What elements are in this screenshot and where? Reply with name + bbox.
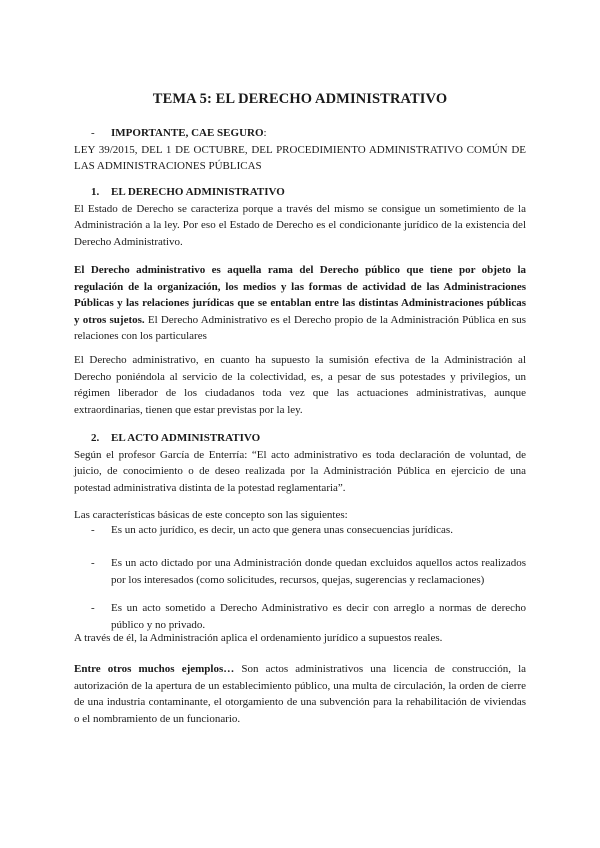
section-1-heading — [74, 184, 526, 201]
definition-bold: El Derecho administrativo es aquella rama del Derecho público que tiene por objeto la regulación de la organización, los medios y las formas de actividad de las Administraciones Públicas y las relaciones jurídicas que se entablan entre las distintas Administraciones públicas y otros sujetos. — [74, 264, 526, 326]
important-note — [74, 125, 526, 175]
examples-bold: Entre otros muchos ejemplos… — [74, 663, 235, 675]
list-item — [91, 600, 526, 633]
list-item-dash: - — [91, 557, 95, 569]
characteristics-list-2 — [91, 555, 526, 588]
section-1-title: EL DERECHO ADMINISTRATIVO — [111, 186, 285, 198]
law-reference: LEY 39/2015, DEL 1 DE OCTUBRE, DEL PROCEDIMIENTO ADMINISTRATIVO COMÚN DE LAS ADMINISTRACIONES PÚBLICAS — [74, 143, 526, 172]
characteristics-intro: Las características básicas de este concepto son las siguientes: — [74, 509, 348, 521]
definition-rest: El Derecho Administrativo es el Derecho propio de la Administración Pública en sus relaciones con los particulares — [74, 313, 526, 342]
section-2 — [74, 430, 526, 496]
examples-paragraph — [74, 661, 526, 727]
important-colon: : — [263, 127, 267, 139]
section-1-number: 1. — [91, 186, 100, 198]
section-2-paragraph-1: Según el profesor García de Enterría: “El acto administrativo es toda declaración de voluntad, de juicio, de conocimiento o de deseo realizada por la Administración Pública en ejercicio de una potestad administrativa distinta de la potestad reglamentaria”. — [74, 448, 526, 494]
section-2-heading — [74, 430, 526, 447]
characteristics-list — [91, 522, 526, 539]
section-1-paragraph-2 — [74, 262, 526, 345]
section-1 — [74, 184, 526, 250]
examples-rest: Son actos administrativos una licencia de construcción, la autorización de la apertura de un establecimiento público, una multa de circulación, la orden de cierre de una industria contaminante, el otorgamiento de una subvención para la rehabilitación de viviendas o el nombramiento de un funcionario. — [74, 663, 527, 725]
section-2-number: 2. — [91, 432, 100, 444]
list-item-dash: - — [91, 602, 95, 614]
section-1-paragraph-3: El Derecho administrativo, en cuanto ha supuesto la sumisión efectiva de la Administración al Derecho poniéndola al servicio de la colectividad, es, a pesar de sus potestades y privilegios, un régimen liberador de los ciudadanos toda vez que las actuaciones administrativas, aunque extraordinarias, tienen que estar previstas por la ley. — [74, 354, 526, 416]
important-label: IMPORTANTE, CAE SEGURO — [111, 127, 264, 139]
section-2-title: EL ACTO ADMINISTRATIVO — [111, 432, 261, 444]
characteristics-list-3 — [91, 600, 526, 633]
list-item — [91, 522, 526, 539]
document-title: TEMA 5: EL DERECHO ADMINISTRATIVO — [152, 91, 448, 107]
section-1-paragraph-1: El Estado de Derecho se caracteriza porque a través del mismo se consigue un sometimiento de la Administración a la ley. Por eso el Estado de Derecho es el condicionante jurídico de la existencia del Derecho Administrativo. — [74, 202, 526, 248]
list-item-dash: - — [91, 524, 95, 536]
section-2-paragraph-after: A través de él, la Administración aplica el ordenamiento jurídico a supuestos reales. — [74, 632, 443, 644]
list-item-text: Es un acto sometido a Derecho Administrativo es decir con arreglo a normas de derecho público y no privado. — [111, 602, 526, 631]
list-item-text: Es un acto dictado por una Administración donde quedan excluidos aquellos actos realizados por los interesados (como solicitudes, recursos, quejas, sugerencias y reclamaciones) — [111, 557, 526, 586]
list-item — [91, 555, 526, 588]
list-item-text: Es un acto jurídico, es decir, un acto que genera unas consecuencias jurídicas. — [111, 524, 453, 536]
important-dash: - — [91, 127, 95, 139]
